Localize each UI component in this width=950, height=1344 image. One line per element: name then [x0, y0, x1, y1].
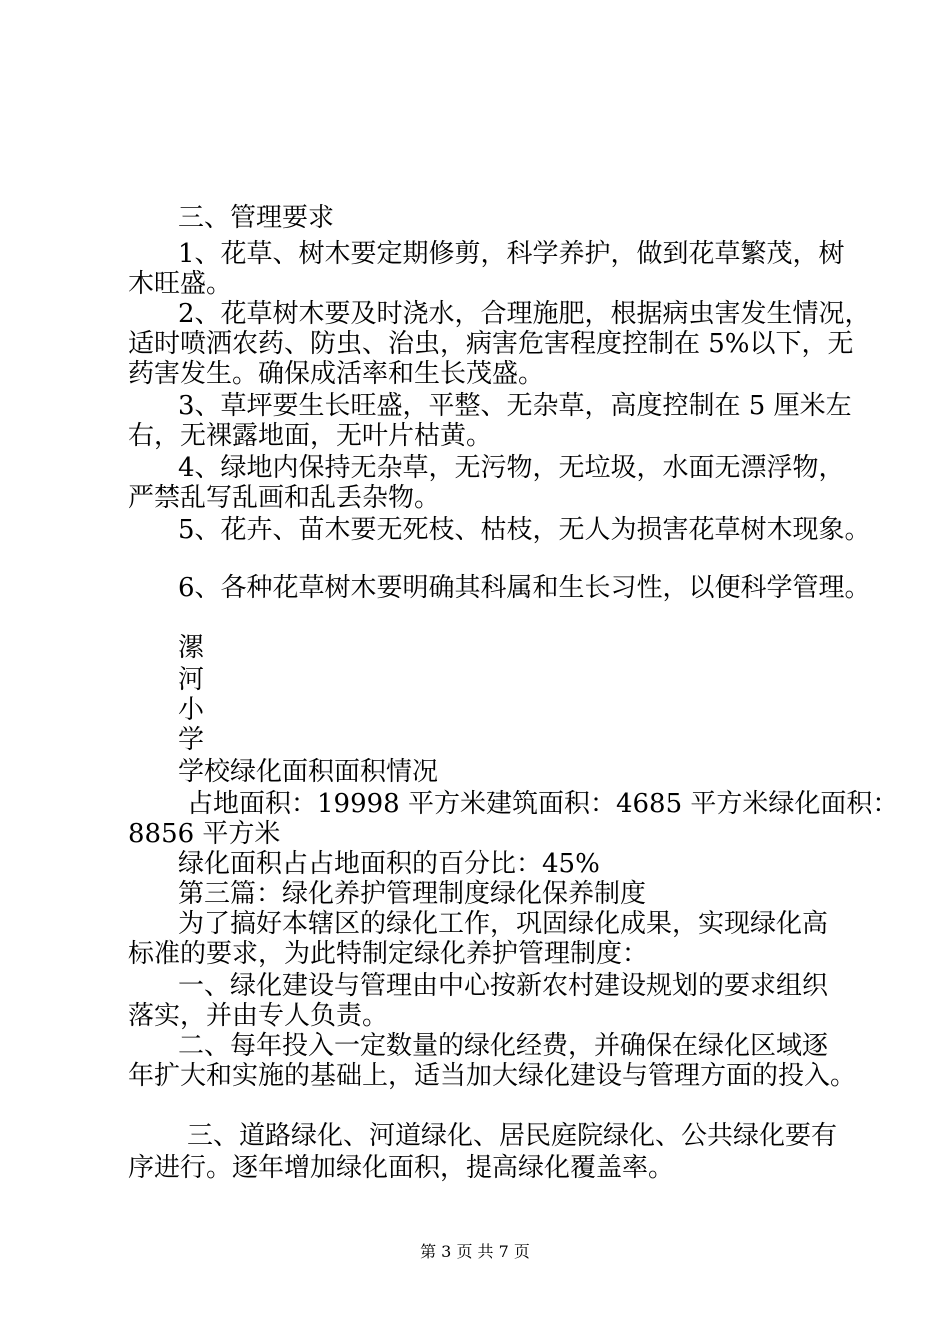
- vertical-char: 小: [178, 695, 205, 725]
- paragraph-line: 二、每年投入一定数量的绿化经费，并确保在绿化区域逐: [178, 1031, 829, 1061]
- paragraph-line: 1、花草、树木要定期修剪，科学养护，做到花草繁茂，树: [178, 239, 845, 269]
- section-heading: 第三篇：绿化养护管理制度绿化保养制度: [178, 879, 647, 909]
- paragraph-line: 标准的要求，为此特制定绿化养护管理制度：: [128, 939, 649, 969]
- vertical-char: 漯: [178, 633, 205, 663]
- paragraph-line: 2、花草树木要及时浇水，合理施肥，根据病虫害发生情况，: [178, 299, 871, 329]
- page-footer: 第 3 页 共 7 页: [420, 1242, 530, 1261]
- section-heading: 三、管理要求: [178, 203, 335, 233]
- paragraph-line: 严禁乱写乱画和乱丢杂物。: [128, 483, 441, 513]
- paragraph-line: 绿化面积占占地面积的百分比：45%: [178, 849, 600, 879]
- paragraph-line: 年扩大和实施的基础上，适当加大绿化建设与管理方面的投入。: [128, 1061, 857, 1091]
- section-heading: 学校绿化面积面积情况: [178, 757, 439, 787]
- paragraph-line: 5、花卉、苗木要无死枝、枯枝，无人为损害花草树木现象。: [178, 515, 871, 545]
- paragraph-line: 一、绿化建设与管理由中心按新农村建设规划的要求组织: [178, 971, 829, 1001]
- vertical-char: 河: [178, 665, 205, 695]
- paragraph-line: 序进行。逐年增加绿化面积，提高绿化覆盖率。: [128, 1153, 675, 1183]
- paragraph-line: 4、绿地内保持无杂草，无污物，无垃圾，水面无漂浮物，: [178, 453, 845, 483]
- paragraph-line: 占地面积：19998 平方米建筑面积：4685 平方米绿化面积：: [187, 789, 899, 819]
- paragraph-line: 6、各种花草树木要明确其科属和生长习性，以便科学管理。: [178, 573, 871, 603]
- paragraph-line: 适时喷洒农药、防虫、治虫，病害危害程度控制在 5%以下，无: [128, 329, 854, 359]
- paragraph-line: 药害发生。确保成活率和生长茂盛。: [128, 359, 545, 389]
- paragraph-line: 落实，并由专人负责。: [128, 1001, 389, 1031]
- paragraph-line: 木旺盛。: [128, 269, 233, 299]
- paragraph-line: 为了搞好本辖区的绿化工作，巩固绿化成果，实现绿化高: [178, 909, 829, 939]
- paragraph-line: 三、道路绿化、河道绿化、居民庭院绿化、公共绿化要有: [187, 1121, 838, 1151]
- paragraph-line: 3、草坪要生长旺盛，平整、无杂草，高度控制在 5 厘米左: [178, 391, 852, 421]
- paragraph-line: 8856 平方米: [128, 819, 281, 849]
- vertical-char: 学: [178, 725, 205, 755]
- paragraph-line: 右，无裸露地面，无叶片枯黄。: [128, 421, 493, 451]
